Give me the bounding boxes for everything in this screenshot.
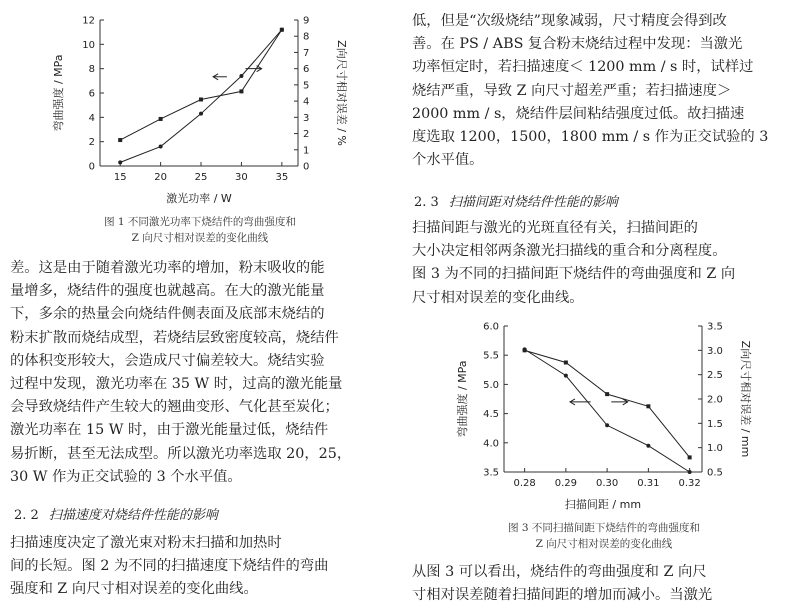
fig1-x-tick-label: 20: [154, 172, 167, 183]
fig1-series-1-point: [118, 160, 122, 164]
fig3-series-1-point: [688, 470, 692, 474]
fig1-x-tick-label: 30: [235, 172, 248, 183]
figure-1-caption-line2: Z 向尺寸相对误差的变化曲线: [131, 232, 269, 244]
fig1-x-tick-label: 25: [194, 172, 208, 183]
fig1-right-tick-label: 8: [303, 31, 310, 43]
left-paragraph-1: 差。这是由于随着激光功率的增加，粉末吸收的能 量增多，烧结件的强度也就越高。在大的激光能量 下，多余的热量会向烧结件侧表面及底部末烧结的 粉末扩散而烧结成型，若烧结层致密度较高，烧结件 的体积变形较大，会造成尺寸偏差较大。烧结实验 过程中发现，激光功率在 35 W 时，过高的激光能量 会导致烧结件产生较大的翘曲变形、气化甚至炭化； 激光功率在 15 W 时，由于激光能量过低，烧结件 易折断，甚至无法成型。所以激光功率选取 20，25， 30 W 作为正交试验的 3 个水平值。: [10, 260, 352, 485]
figure-1-caption: [40, 214, 360, 246]
fig1-left-tick-label: 10: [82, 39, 95, 51]
fig3-left-tick-label: 3.5: [483, 467, 499, 479]
fig1-series-1-line: [120, 30, 282, 163]
fig1-series-2-line: [120, 30, 282, 140]
fig3-left-tick-label: 5.5: [483, 350, 499, 362]
right-paragraph-2: 扫描间距与激光的光斑直径有关，扫描间距的 大小决定相邻两条激光扫描线的重合和分离程度。 图 3 为不同的扫描间距下烧结件的弯曲强度和 Z 向 尺寸相对误差的变化曲线。: [412, 220, 736, 306]
fig3-series-2-line: [525, 350, 690, 457]
fig1-right-tick-label: 9: [303, 15, 310, 27]
fig1-right-tick-label: 6: [303, 64, 310, 76]
fig1-left-tick-label: 12: [82, 15, 95, 27]
fig1-series-1-point: [199, 112, 203, 116]
fig1-left-tick-label: 6: [88, 88, 95, 100]
figure-3-chart: [444, 314, 764, 514]
fig1-right-tick-label: 1: [303, 145, 310, 157]
fig3-series-2-point: [523, 348, 527, 352]
figure-3-caption-line1: 图 3 不同扫描间距下烧结件的弯曲强度和: [508, 522, 700, 534]
fig3-series-1-point: [564, 374, 568, 378]
fig3-x-tick-label: 0.32: [678, 478, 701, 489]
fig1-right-tick-label: 2: [303, 129, 310, 141]
fig3-x-tick-label: 0.28: [513, 478, 536, 489]
fig3-left-tick-label: 6.0: [483, 321, 499, 333]
fig3-right-tick-label: 1.5: [707, 418, 723, 430]
fig1-right-tick-label: 4: [303, 96, 310, 108]
fig3-svg: [444, 314, 764, 514]
figure-3-caption-line2: Z 向尺寸相对误差的变化曲线: [535, 538, 673, 550]
fig1-x-tick-label: 15: [113, 172, 127, 183]
fig3-left-label: 弯曲强度 / MPa: [456, 360, 469, 438]
fig3-x-tick-label: 0.31: [637, 478, 660, 489]
fig3-left-tick-label: 4.5: [483, 409, 499, 421]
fig3-series-2-point: [605, 392, 609, 396]
fig1-right-tick-label: 0: [303, 161, 310, 173]
fig1-series-1-point: [239, 74, 243, 78]
fig3-right-label: Z向尺寸相对误差 / mm: [739, 340, 752, 458]
fig1-right-label: Z向尺寸相对误差 / %: [335, 40, 348, 146]
fig1-left-label: 弯曲强度 / MPa: [52, 54, 65, 132]
section-title: 扫描间距对烧结件性能的影响: [448, 195, 618, 210]
fig3-series-1-line: [525, 349, 690, 472]
fig1-series-2-point: [159, 117, 163, 121]
fig3-series-1-point: [646, 444, 650, 448]
fig3-right-tick-label: 3.5: [707, 321, 723, 333]
fig1-left-tick-label: 0: [88, 161, 95, 173]
fig3-series-1-point: [605, 423, 609, 427]
section-number: 2. 2: [14, 508, 39, 523]
figure-1-caption-line1: 图 1 不同激光功率下烧结件的弯曲强度和: [104, 216, 296, 228]
section-title: 扫描速度对烧结件性能的影响: [48, 508, 218, 523]
fig3-right-tick-label: 0.5: [707, 467, 723, 479]
fig3-left-tick-label: 4.0: [483, 438, 499, 450]
fig3-series-2-point: [646, 404, 650, 408]
fig3-x-tick-label: 0.29: [554, 478, 578, 489]
fig1-left-tick-label: 4: [88, 112, 95, 124]
section-number: 2. 3: [414, 195, 439, 210]
fig1-x-tick-label: 35: [275, 172, 289, 183]
fig3-right-tick-label: 2.5: [707, 370, 723, 382]
fig1-svg: [40, 8, 360, 208]
figure-1-chart: [40, 8, 360, 208]
fig3-right-tick-label: 2.0: [707, 394, 723, 406]
fig1-x-label: 激光功率 / W: [166, 192, 232, 205]
fig1-series-2-point: [239, 89, 243, 93]
right-paragraph-3: 从图 3 可以看出，烧结件的弯曲强度和 Z 向尺 寸相对误差随着扫描间距的增加而减小。当激光: [412, 564, 713, 604]
fig1-series-2-point: [118, 138, 122, 142]
fig1-right-tick-label: 3: [303, 112, 310, 124]
figure-3-caption: [444, 520, 764, 552]
fig1-right-tick-label: 5: [303, 80, 310, 92]
fig3-series-2-point: [564, 361, 568, 365]
fig3-x-label: 扫描间距 / mm: [564, 498, 642, 511]
fig3-left-tick-label: 5.0: [483, 379, 499, 391]
fig1-series-2-point: [280, 28, 284, 32]
fig1-series-2-point: [199, 97, 203, 101]
fig3-series-2-point: [688, 455, 692, 459]
fig3-x-tick-label: 0.30: [595, 478, 619, 489]
fig3-right-tick-label: 3.0: [707, 345, 723, 357]
fig1-right-tick-label: 7: [303, 47, 310, 59]
right-paragraph-1: 低，但是“次级烧结”现象减弱，尺寸精度会得到改 善。在 PS / ABS 复合粉末烧结过程中发现：当激光 功率恒定时，若扫描速度＜ 1200 mm / s 时，试样过 烧结严重，导致 Z 向尺寸超差严重；若扫描速度＞ 2000 mm / s，烧结件层间粘结强度过低。故扫描速 度选取 1200，1500，1800 mm / s 作为正交试验的 3 个水平值。: [412, 13, 769, 169]
fig1-left-tick-label: 8: [88, 64, 95, 76]
section-2-3-heading: [414, 193, 618, 213]
fig1-left-tick-label: 2: [88, 137, 95, 149]
section-2-2-heading: [14, 506, 218, 526]
left-paragraph-2: 扫描速度决定了激光束对粉末扫描和加热时 间的长短。图 2 为不同的扫描速度下烧结件的弯曲 强度和 Z 向尺寸相对误差的变化曲线。: [10, 535, 329, 598]
fig3-right-tick-label: 1.0: [707, 443, 723, 455]
fig1-series-1-point: [159, 145, 163, 149]
